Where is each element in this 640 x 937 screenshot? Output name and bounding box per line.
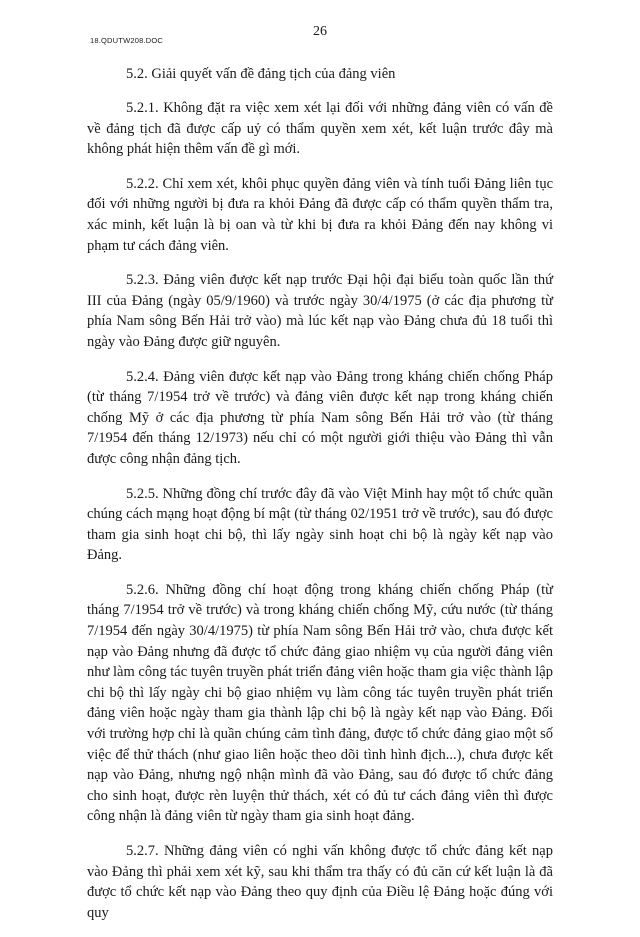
paragraph-5-2-7: 5.2.7. Những đảng viên có nghi vấn không được tổ chức đảng kết nạp vào Đảng thì phải xem xét kỹ, sau khi thẩm tra thấy có đủ căn cứ kết luận là đã được tổ chức kết nạp vào Đảng theo quy định của Điều lệ Đảng hoặc đúng với quy [87, 843, 553, 921]
paragraph-5-2-2: 5.2.2. Chỉ xem xét, khôi phục quyền đảng viên và tính tuổi Đảng liên tục đối với những người bị đưa ra khỏi Đảng đã được cấp có thẩm quyền thẩm tra, xác minh, kết luận là bị oan và từ khi bị đưa ra khỏi Đảng đến nay không vi phạm tư cách đảng viên. [87, 175, 553, 254]
file-name: 18.QDUTW208.DOC [90, 36, 164, 45]
section-title: 5.2. Giải quyết vấn đề đảng tịch của đảng viên [126, 66, 396, 82]
document-body [87, 64, 553, 937]
paragraph-5-2-3: 5.2.3. Đảng viên được kết nạp trước Đại hội đại biểu toàn quốc lần thứ III của Đảng (ngày 05/9/1960) và trước ngày 30/4/1975 (ở các địa phương từ phía Nam sông Bến Hải trở vào) mà lúc kết nạp vào Đảng chưa đủ 18 tuổi thì ngày vào Đảng được giữ nguyên. [87, 272, 553, 350]
page-number: 26 [313, 24, 327, 39]
paragraph-5-2-5: 5.2.5. Những đồng chí trước đây đã vào Việt Minh hay một tổ chức quần chúng cách mạng hoạt động bí mật (từ tháng 02/1951 trở về trước), sau đó được tham gia sinh hoạt chi bộ, thì lấy ngày sinh hoạt chi bộ là ngày kết nạp vào Đảng. [87, 485, 553, 564]
paragraph-5-2-6: 5.2.6. Những đồng chí hoạt động trong kháng chiến chống Pháp (từ tháng 7/1954 trở về trước) và trong kháng chiến chống Mỹ, cứu nước (từ tháng 7/1954 đến ngày 30/4/1975) từ phía Nam sông Bến Hải trở vào, chưa được kết nạp vào Đảng nhưng đã được tổ chức đảng giao nhiệm vụ của người đảng viên như làm công tác tuyên truyền phát triển đảng viên hoặc tham gia việc thành lập chi bộ thì lấy ngày chi bộ giao nhiệm vụ làm công tác tuyên truyền phát triển đảng viên hoặc ngày tham gia thành lập chi bộ là ngày kết nạp vào Đảng. Đối với trường hợp chỉ là quần chúng cảm tình đảng, được tổ chức đảng giao một số việc để thử thách (như giao liên hoặc theo dõi tình hình địch...), chưa được kết nạp vào Đảng, nhưng ngộ nhận mình đã vào Đảng, sau đó được tổ chức đảng cho sinh hoạt, được rèn luyện thử thách, xét có đủ tư cách đảng viên thì được công nhận là đảng viên từ ngày tham gia sinh hoạt đảng. [87, 581, 553, 825]
paragraph-5-2-1: 5.2.1. Không đặt ra việc xem xét lại đối với những đảng viên có vấn đề về đảng tịch đã được cấp uỷ có thẩm quyền xem xét, kết luận trước đây mà không phát hiện thêm vấn đề gì mới. [87, 100, 553, 158]
paragraph-5-2-4: 5.2.4. Đảng viên được kết nạp vào Đảng trong kháng chiến chống Pháp (từ tháng 7/1954 trở về trước) và đảng viên được kết nạp trong kháng chiến chống Mỹ ở các địa phương từ phía Nam sông Bến Hải trở vào (từ tháng 7/1954 đến tháng 12/1973) nếu chỉ có một người giới thiệu vào Đảng thì vẫn được công nhận đảng tịch. [87, 368, 553, 467]
